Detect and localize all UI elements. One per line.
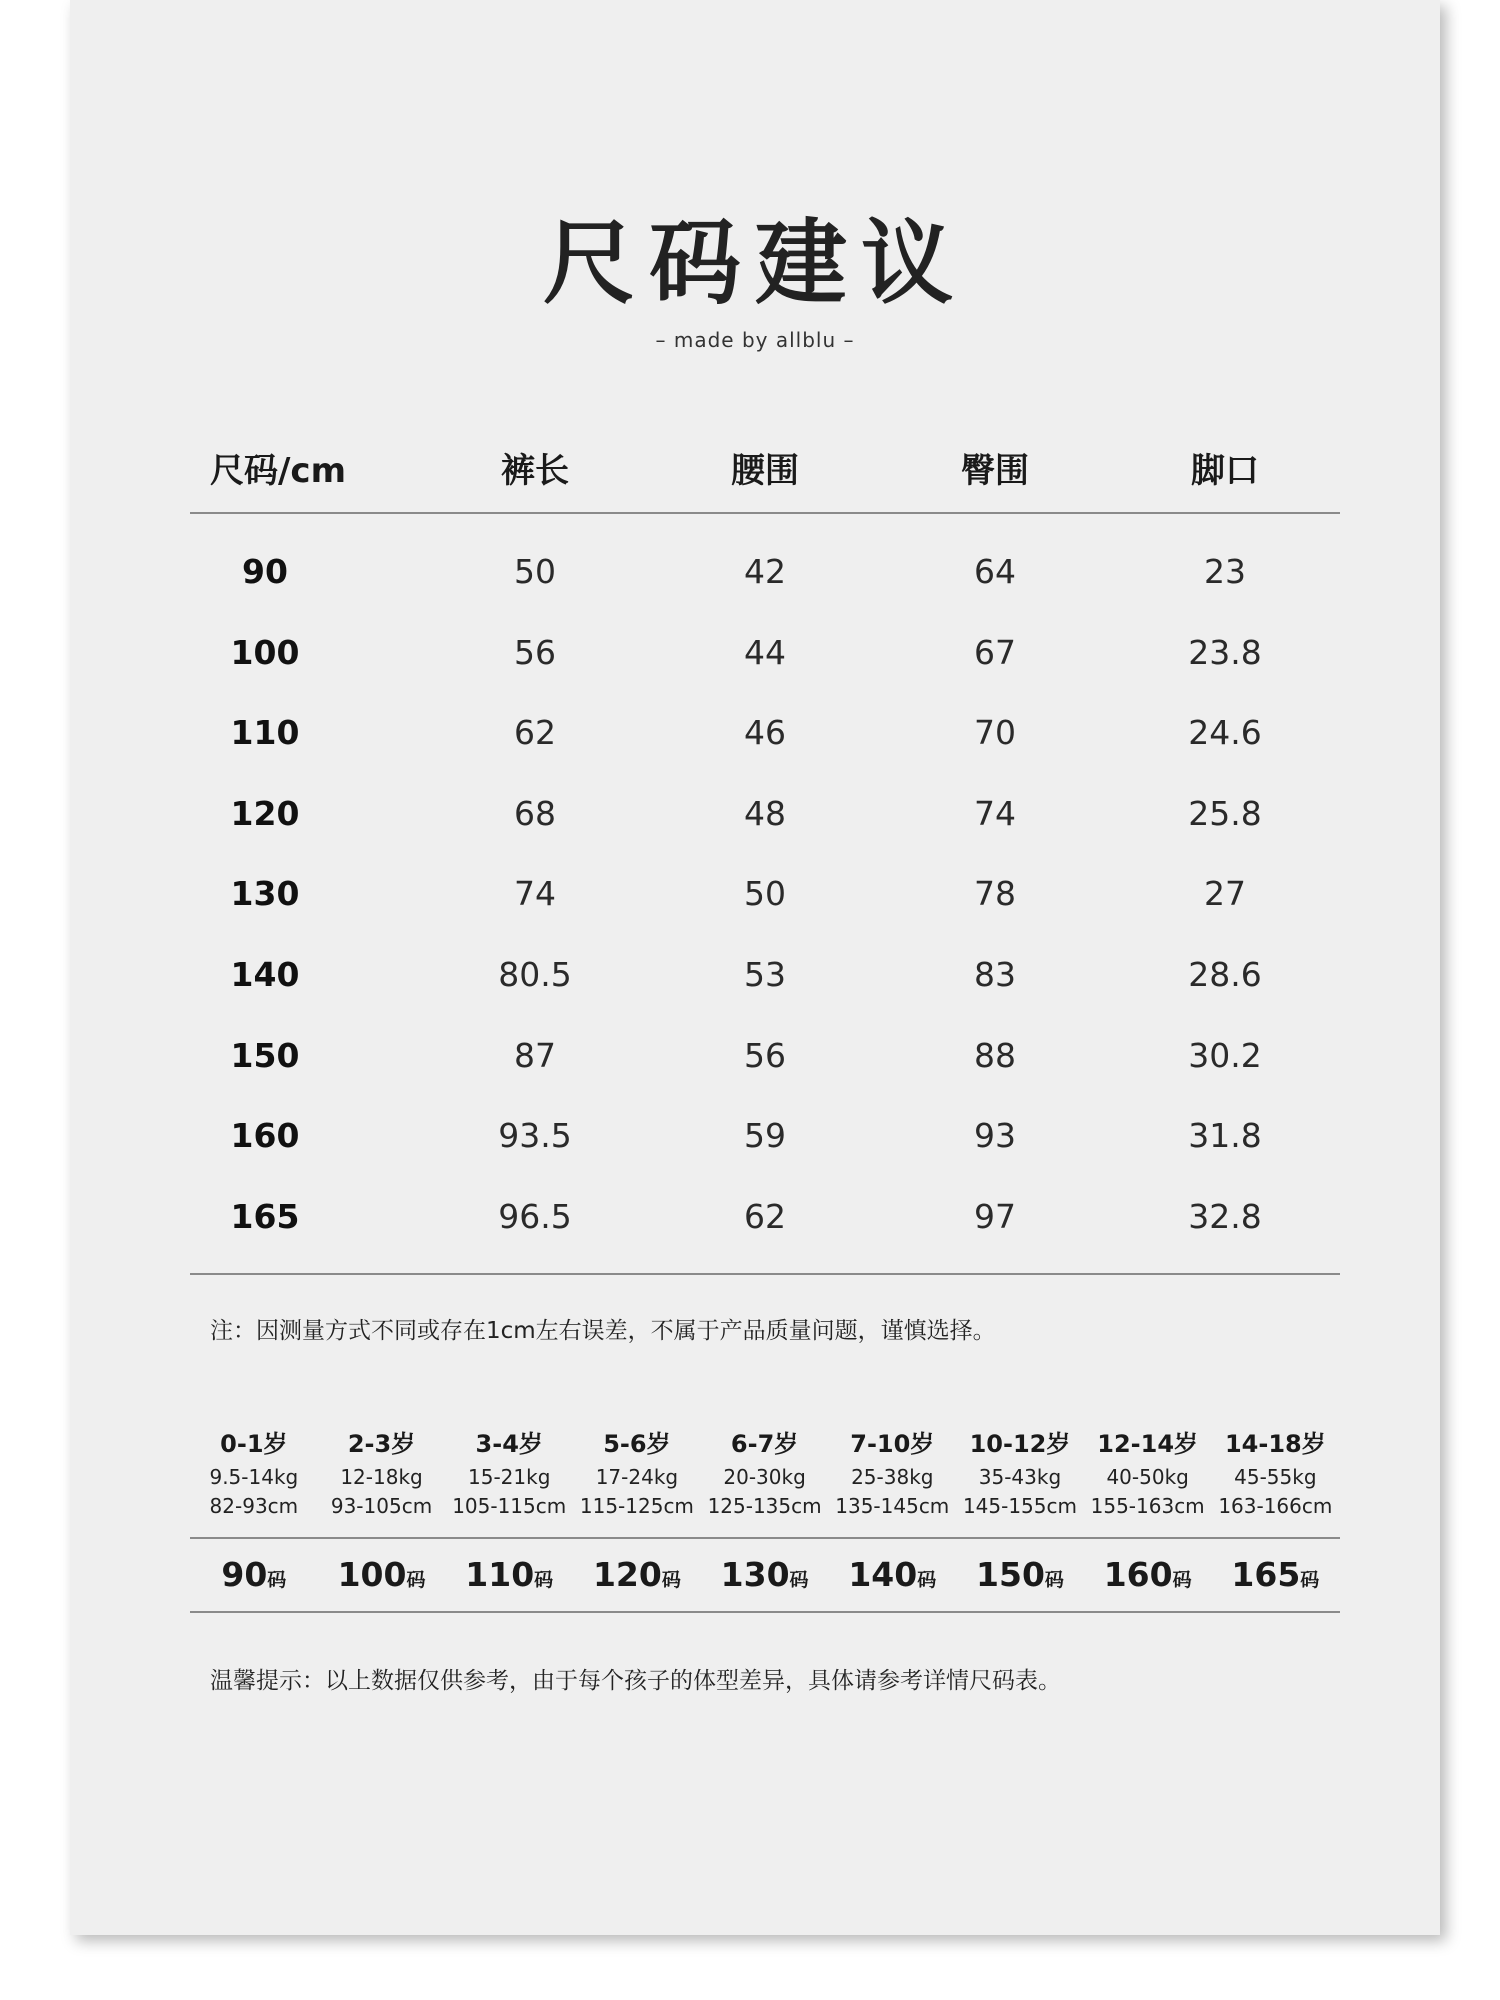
waist-cell: 50 [744, 874, 786, 914]
age-divider-bottom [190, 1611, 1340, 1613]
size-unit: 码 [661, 1569, 681, 1591]
waist-cell: 59 [744, 1116, 786, 1156]
header-hem: 脚口 [1191, 451, 1259, 491]
age-height: 93-105cm [330, 1494, 433, 1518]
age-column [190, 1425, 318, 1521]
length-cell: 93.5 [498, 1116, 572, 1156]
age-label: 3-4岁 [475, 1430, 543, 1458]
hip-cell: 88 [974, 1035, 1016, 1075]
size-cell: 90 [242, 552, 288, 591]
age-weight: 25-38kg [851, 1465, 934, 1489]
age-column [1084, 1425, 1212, 1521]
hip-cell: 67 [974, 632, 1016, 672]
waist-cell: 48 [744, 793, 786, 833]
hip-cell: 78 [974, 874, 1016, 914]
recommended-size [445, 1539, 573, 1611]
age-weight: 20-30kg [723, 1465, 806, 1489]
waist-cell: 62 [744, 1196, 786, 1236]
age-label: 5-6岁 [603, 1430, 671, 1458]
length-cell: 50 [514, 552, 556, 591]
size-guide-sheet [70, 0, 1440, 1935]
age-weight: 40-50kg [1106, 1465, 1189, 1489]
table-row [190, 532, 1340, 613]
hem-cell: 23 [1204, 552, 1246, 591]
size-cell: 110 [230, 713, 300, 753]
size-cell: 120 [230, 793, 300, 833]
size-cell: 150 [230, 1035, 300, 1075]
age-weight: 35-43kg [978, 1465, 1062, 1489]
hip-cell: 97 [974, 1196, 1016, 1236]
age-label: 7-10岁 [850, 1430, 935, 1458]
length-cell: 96.5 [498, 1196, 572, 1236]
table-row [190, 613, 1340, 694]
table-row [190, 774, 1340, 855]
recommended-size [573, 1539, 701, 1611]
age-label: 10-12岁 [969, 1430, 1071, 1458]
waist-cell: 46 [744, 713, 786, 753]
waist-cell: 56 [744, 1035, 786, 1075]
hip-cell: 74 [974, 793, 1016, 833]
length-cell: 68 [514, 793, 556, 833]
recommended-size [318, 1539, 446, 1611]
size-cell: 140 [230, 954, 300, 994]
age-height: 155-163cm [1090, 1494, 1205, 1518]
page-subtitle: – made by allblu – [655, 328, 855, 352]
hem-cell: 25.8 [1188, 793, 1262, 833]
recommended-size [956, 1539, 1084, 1611]
age-height: 163-166cm [1218, 1494, 1333, 1518]
length-cell: 62 [514, 713, 556, 753]
waist-cell: 44 [744, 632, 786, 672]
size-number: 130 [720, 1555, 790, 1594]
size-unit: 码 [267, 1569, 287, 1591]
size-number: 160 [1103, 1555, 1173, 1594]
size-number: 165 [1231, 1555, 1301, 1594]
age-column [1212, 1425, 1340, 1521]
age-label: 12-14岁 [1097, 1430, 1199, 1458]
size-number: 90 [221, 1555, 268, 1594]
age-column [318, 1425, 446, 1521]
table-row [190, 1096, 1340, 1177]
hem-cell: 23.8 [1188, 632, 1262, 672]
age-info-row [190, 1425, 1340, 1521]
hip-cell: 93 [974, 1116, 1016, 1156]
size-unit: 码 [1172, 1569, 1192, 1591]
hem-cell: 28.6 [1188, 954, 1262, 994]
size-cell: 100 [230, 632, 300, 672]
age-size-row [190, 1539, 1340, 1611]
length-cell: 80.5 [498, 954, 572, 994]
age-column [445, 1425, 573, 1521]
header-size: 尺码/cm [210, 451, 346, 491]
hem-cell: 30.2 [1188, 1035, 1262, 1075]
age-weight: 9.5-14kg [209, 1465, 299, 1489]
size-table-body [190, 514, 1340, 1273]
length-cell: 87 [514, 1035, 556, 1075]
recommended-size [828, 1539, 956, 1611]
size-number: 140 [848, 1555, 918, 1594]
size-table-header [190, 430, 1340, 512]
page-title: 尺码建议 [542, 210, 967, 317]
hem-cell: 32.8 [1188, 1196, 1262, 1236]
age-label: 0-1岁 [220, 1430, 288, 1458]
table-row [190, 935, 1340, 1016]
size-unit: 码 [534, 1569, 554, 1591]
table-row [190, 693, 1340, 774]
age-column [573, 1425, 701, 1521]
waist-cell: 53 [744, 954, 786, 994]
reference-tip: 温馨提示：以上数据仅供参考，由于每个孩子的体型差异，具体请参考详情尺码表。 [210, 1668, 1061, 1694]
hip-cell: 83 [974, 954, 1016, 994]
age-label: 6-7岁 [730, 1430, 799, 1458]
age-column [701, 1425, 829, 1521]
age-weight: 45-55kg [1234, 1465, 1317, 1489]
header-length: 裤长 [501, 451, 569, 491]
age-weight: 15-21kg [468, 1465, 551, 1489]
hip-cell: 70 [974, 713, 1016, 753]
table-row [190, 1016, 1340, 1097]
hem-cell: 31.8 [1188, 1116, 1262, 1156]
table-row [190, 1177, 1340, 1258]
age-column [828, 1425, 956, 1521]
length-cell: 56 [514, 632, 556, 672]
recommended-size [190, 1539, 318, 1611]
size-number: 100 [337, 1555, 407, 1594]
age-size-table [190, 1425, 1340, 1613]
size-unit: 码 [1300, 1569, 1320, 1591]
recommended-size [1084, 1539, 1212, 1611]
hip-cell: 64 [974, 552, 1016, 591]
age-height: 145-155cm [962, 1494, 1077, 1518]
size-cell: 165 [230, 1196, 300, 1236]
table-row [190, 854, 1340, 935]
age-weight: 12-18kg [340, 1465, 423, 1489]
header-waist: 腰围 [731, 451, 799, 491]
size-unit: 码 [789, 1569, 809, 1591]
age-height: 82-93cm [209, 1494, 299, 1518]
length-cell: 74 [514, 874, 556, 914]
hem-cell: 24.6 [1188, 713, 1262, 753]
size-number: 150 [976, 1555, 1045, 1594]
age-height: 125-135cm [707, 1494, 822, 1518]
size-table [190, 430, 1340, 1275]
age-height: 105-115cm [452, 1494, 567, 1518]
size-number: 120 [592, 1555, 662, 1594]
hem-cell: 27 [1204, 874, 1246, 914]
size-unit: 码 [1044, 1569, 1064, 1591]
size-unit: 码 [917, 1569, 937, 1591]
table-divider-bottom [190, 1273, 1340, 1275]
age-label: 14-18岁 [1224, 1430, 1326, 1458]
age-height: 135-145cm [835, 1494, 950, 1518]
size-cell: 160 [230, 1116, 300, 1156]
age-height: 115-125cm [579, 1494, 694, 1518]
size-cell: 130 [230, 874, 300, 914]
recommended-size [1212, 1539, 1340, 1611]
waist-cell: 42 [744, 552, 786, 591]
recommended-size [701, 1539, 829, 1611]
size-number: 110 [465, 1555, 535, 1594]
age-weight: 17-24kg [595, 1465, 679, 1489]
measurement-note: 注：因测量方式不同或存在1cm左右误差，不属于产品质量问题，谨慎选择。 [210, 1318, 996, 1344]
size-unit: 码 [406, 1569, 426, 1591]
header-hip: 臀围 [961, 451, 1029, 491]
age-label: 2-3岁 [347, 1430, 416, 1458]
age-column [956, 1425, 1084, 1521]
